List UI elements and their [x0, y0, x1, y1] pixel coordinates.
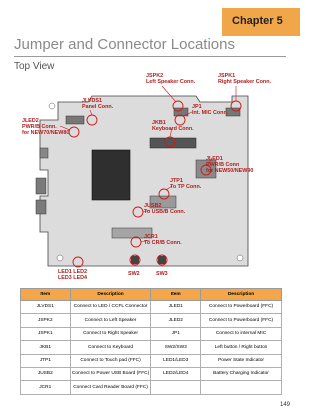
label-jled1	[206, 156, 253, 175]
label-text: To USB/B Conn.	[144, 209, 186, 216]
header-item: Item	[151, 289, 201, 301]
table-row	[21, 367, 282, 380]
label-jcr1	[144, 234, 182, 246]
cell-description: Connect to Left Speaker	[70, 314, 151, 327]
label-jled2	[22, 118, 69, 137]
cell-description: Connect to Right Speaker	[70, 327, 151, 340]
label-text: PWR/B Conn.	[22, 124, 57, 131]
table-row	[21, 354, 282, 367]
label-text: JCR1	[144, 234, 158, 240]
label-text: JP1	[192, 104, 202, 110]
label-jspk1	[218, 73, 271, 85]
left-port	[40, 148, 48, 158]
mount-hole	[237, 255, 243, 261]
cell-item: JSPK2	[21, 314, 71, 327]
cell-description: Power State Indicator	[201, 354, 282, 367]
section-title: Top View	[14, 61, 55, 72]
cell-item: LED2/LED4	[151, 367, 201, 380]
connector-table	[20, 288, 282, 395]
page-title: Jumper and Connector Locations	[14, 36, 235, 53]
main-chip	[92, 150, 130, 200]
table-row	[21, 327, 282, 340]
cell-item: JLVDS1	[21, 301, 71, 314]
label-text: Int. MIC Conn.	[192, 110, 229, 117]
cell-item: LED1/LED3	[151, 354, 201, 367]
label-text: JSPK2	[146, 73, 164, 79]
label-text: Right Speaker Conn.	[218, 79, 272, 86]
mount-hole	[57, 255, 63, 261]
cell-description: Connect to Powerboard (FFC)	[201, 314, 282, 327]
label-text: To CR/B Conn.	[144, 240, 182, 247]
switch-sw2	[131, 256, 139, 264]
table-header-row	[21, 289, 282, 301]
label-text: for NEW70/NEW80	[22, 130, 70, 137]
label-jp1	[192, 104, 228, 116]
label-text: PWR/B Conn	[206, 162, 240, 169]
cell-description: Connect to internal MIC	[201, 327, 282, 340]
label-text: JTP1	[170, 178, 183, 184]
cell-description	[201, 381, 282, 394]
cell-description: Connect to LED / CCFL Connector	[70, 301, 151, 314]
label-jkb1	[152, 120, 194, 132]
cell-description: Connect Card Reader Board (FFC)	[70, 381, 151, 394]
label-jspk2	[146, 73, 195, 85]
label-text: for NEW50/NEW90	[206, 168, 254, 175]
label-text: JSPK1	[218, 73, 236, 79]
cell-description: Connect to Keyboard	[70, 341, 151, 354]
cell-description: Connect to Power USB Board (FFC)	[70, 367, 151, 380]
page-number: 149	[279, 402, 290, 408]
cell-description: Connect to Powerboard (FFC)	[201, 301, 282, 314]
header-item: Item	[21, 289, 71, 301]
label-jusb2	[144, 203, 185, 215]
label-text: Left Speaker Conn.	[146, 79, 196, 86]
cell-item: JSPK1	[21, 327, 71, 340]
cell-item: SW2/SW3	[151, 341, 201, 354]
label-led	[58, 269, 87, 281]
label-text: JLVDS1	[82, 98, 102, 104]
label-text: SW3	[156, 271, 168, 277]
label-text: LED3 LED4	[58, 275, 88, 282]
cell-item	[151, 381, 201, 394]
table-row	[21, 341, 282, 354]
cell-description: Left button / Right button	[201, 341, 282, 354]
label-jlvds1	[82, 98, 113, 110]
table-row	[21, 381, 282, 394]
cell-item: JP1	[151, 327, 201, 340]
cell-item: JCR1	[21, 381, 71, 394]
table-row	[21, 301, 282, 314]
chapter-label: Chapter 5	[232, 15, 283, 27]
label-text: JKB1	[152, 120, 166, 126]
cell-item: JLED2	[151, 314, 201, 327]
cell-description: Connect to Touch pad (FFC)	[70, 354, 151, 367]
left-port	[36, 200, 46, 214]
label-sw2	[128, 271, 140, 277]
label-text: JUSB2	[144, 203, 162, 209]
cell-item: JLED1	[151, 301, 201, 314]
label-text: JLED2	[22, 118, 39, 124]
label-text: Panel Conn.	[82, 104, 114, 111]
label-sw3	[156, 271, 168, 277]
header-description: Description	[70, 289, 151, 301]
label-text: JLED1	[206, 156, 223, 162]
label-text: LED1 LED2	[58, 269, 88, 275]
header-description: Description	[201, 289, 282, 301]
label-jtp1	[170, 178, 201, 190]
label-text: To TP Conn.	[170, 184, 202, 191]
cell-item: JKB1	[21, 341, 71, 354]
cell-item: JTP1	[21, 354, 71, 367]
label-text: Keyboard Conn.	[152, 126, 194, 133]
left-port	[36, 178, 46, 194]
cell-description: Battery Charging Indicator	[201, 367, 282, 380]
label-text: SW2	[128, 271, 140, 277]
mount-hole	[49, 103, 55, 109]
switch-sw3	[158, 256, 166, 264]
table-row	[21, 314, 282, 327]
cell-item: JUSB2	[21, 367, 71, 380]
table-body	[21, 301, 282, 395]
